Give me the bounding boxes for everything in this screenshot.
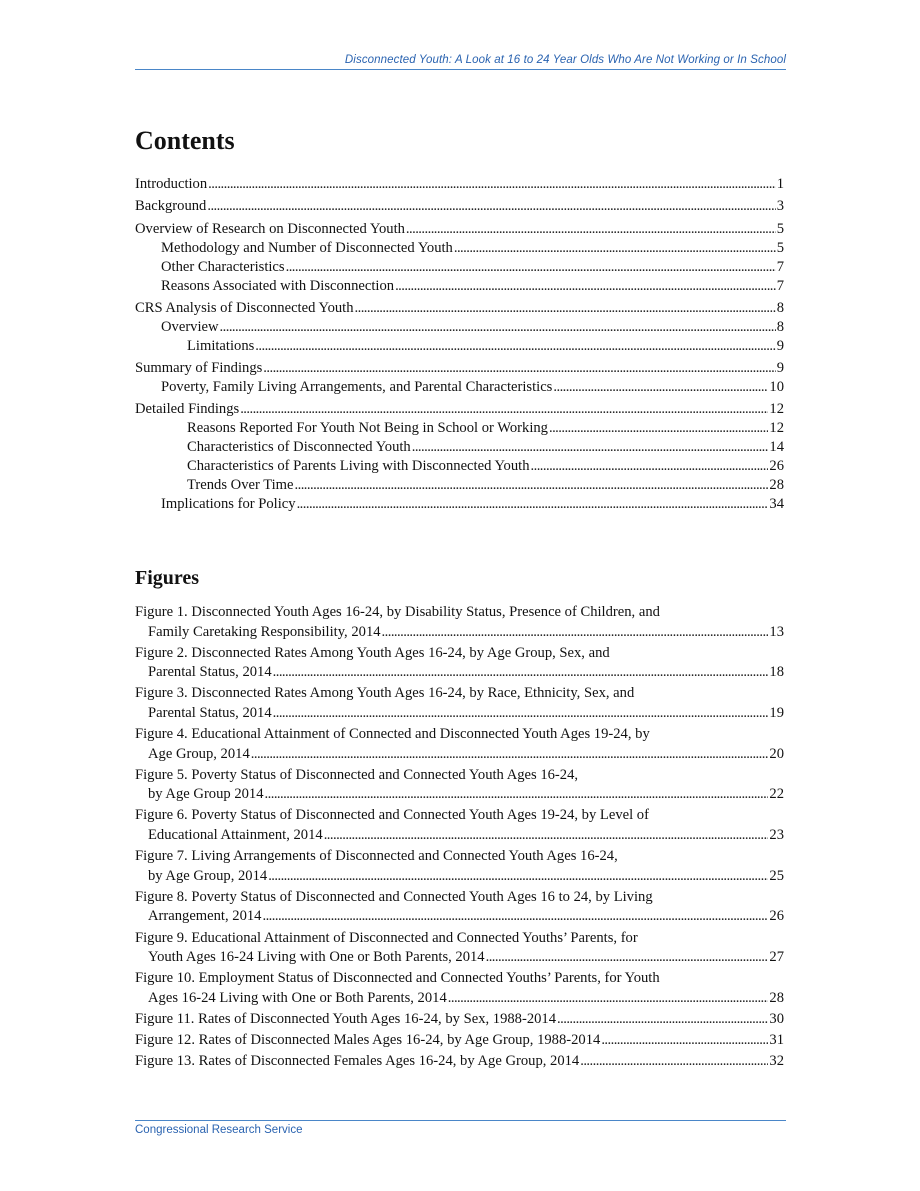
figure-entry-line-page-number: 26 (769, 908, 784, 925)
figure-entry-line[interactable] (135, 867, 784, 887)
figure-entry-title: Figure 3. Disconnected Rates Among Youth Ages 16-24, by Race, Ethnicity, Sex, and (135, 685, 635, 702)
dot-leader (208, 175, 776, 193)
dot-leader (382, 623, 769, 643)
toc-entry-page-number: 8 (776, 318, 784, 335)
figure-entry[interactable] (135, 929, 784, 968)
toc-entry[interactable] (135, 337, 784, 355)
dot-leader (553, 378, 768, 396)
toc-entry-label: Characteristics of Parents Living with Disconnected Youth (187, 458, 530, 475)
toc-entry[interactable] (135, 175, 784, 193)
dot-leader (273, 704, 769, 724)
figure-entry-title: Figure 2. Disconnected Rates Among Youth Ages 16-24, by Age Group, Sex, and (135, 644, 610, 661)
toc-entry-label: Overview of Research on Disconnected Youth (135, 220, 405, 237)
toc-entry[interactable] (135, 220, 784, 238)
toc-entry-page-number: 10 (769, 379, 784, 396)
dot-leader (486, 948, 769, 968)
figure-entry-line-label: Parental Status, 2014 (148, 704, 272, 721)
toc-entry-page-number: 7 (776, 258, 784, 275)
figure-entry-line-label: by Age Group 2014 (148, 786, 264, 803)
toc-entry-label: Background (135, 198, 207, 215)
figure-entry[interactable] (135, 1010, 784, 1030)
dot-leader (601, 1031, 768, 1051)
toc-entry-label: Methodology and Number of Disconnected Youth (161, 239, 453, 256)
contents-list (135, 175, 784, 513)
figure-entry-line-page-number: 31 (769, 1032, 784, 1049)
dot-leader (557, 1010, 768, 1030)
figure-entry-line[interactable] (135, 1031, 784, 1051)
figure-entry-line-label: Parental Status, 2014 (148, 664, 272, 681)
figure-entry[interactable] (135, 1052, 784, 1072)
figure-entry-line-label: Ages 16-24 Living with One or Both Parents, 2014 (148, 989, 447, 1006)
figure-entry-title: Figure 6. Poverty Status of Disconnected and Connected Youth Ages 19-24, by Level of (135, 807, 649, 824)
figure-entry-line[interactable] (135, 989, 784, 1009)
toc-entry-page-number: 5 (776, 220, 784, 237)
figure-entry[interactable] (135, 1031, 784, 1051)
figure-entry[interactable] (135, 644, 784, 683)
figure-entry-line-label: Educational Attainment, 2014 (148, 826, 323, 843)
contents-heading: Contents (135, 126, 235, 155)
dot-leader (220, 318, 776, 336)
figure-entry-line-page-number: 22 (769, 786, 784, 803)
figure-entry-title: Figure 8. Poverty Status of Disconnected and Connected Youth Ages 16 to 24, by Living (135, 888, 653, 905)
toc-entry-label: Overview (161, 318, 219, 335)
footer-text: Congressional Research Service (135, 1124, 303, 1136)
toc-entry-page-number: 1 (776, 176, 784, 192)
dot-leader (268, 867, 768, 887)
figure-entry[interactable] (135, 684, 784, 723)
dot-leader (412, 438, 769, 456)
header-rule (135, 69, 786, 70)
figure-entry-line-label: Arrangement, 2014 (148, 908, 262, 925)
figures-list (135, 603, 784, 1072)
toc-entry-page-number: 9 (776, 337, 784, 354)
dot-leader (263, 359, 775, 377)
dot-leader (580, 1052, 768, 1072)
toc-entry-label: Summary of Findings (135, 360, 263, 377)
figure-entry-line[interactable] (135, 826, 784, 846)
figure-entry-line[interactable] (135, 907, 784, 927)
toc-entry-label: Reasons Reported For Youth Not Being in School or Working (187, 420, 548, 437)
figure-entry-title: Figure 4. Educational Attainment of Connected and Disconnected Youth Ages 19-24, by (135, 726, 650, 743)
figure-entry-line[interactable] (135, 1052, 784, 1072)
figure-entry[interactable] (135, 969, 784, 1008)
figure-entry-line[interactable] (135, 948, 784, 968)
dot-leader (251, 745, 769, 765)
toc-entry-page-number: 12 (769, 420, 784, 437)
toc-entry[interactable] (135, 476, 784, 494)
dot-leader (265, 785, 769, 805)
dot-leader (454, 239, 776, 257)
footer-rule (135, 1120, 786, 1121)
toc-entry[interactable] (135, 400, 784, 418)
figure-entry-line-page-number: 23 (769, 826, 784, 843)
figure-entry[interactable] (135, 806, 784, 845)
dot-leader (531, 457, 769, 475)
dot-leader (297, 495, 769, 513)
toc-entry[interactable] (135, 239, 784, 257)
figure-entry-line-label: by Age Group, 2014 (148, 867, 268, 884)
figure-entry[interactable] (135, 603, 784, 642)
toc-entry-label: CRS Analysis of Disconnected Youth (135, 299, 354, 316)
figure-entry-title: Figure 9. Educational Attainment of Disconnected and Connected Youths’ Parents, for (135, 929, 638, 946)
toc-entry-label: Implications for Policy (161, 496, 296, 513)
toc-entry[interactable] (135, 495, 784, 513)
dot-leader (240, 400, 768, 418)
figure-entry-line[interactable] (135, 704, 784, 724)
dot-leader (286, 258, 776, 276)
toc-entry-label: Trends Over Time (187, 477, 294, 494)
figure-entry-line-page-number: 32 (769, 1053, 784, 1070)
figures-heading: Figures (135, 567, 200, 589)
toc-entry-page-number: 28 (769, 477, 784, 494)
toc-entry-page-number: 3 (776, 198, 784, 215)
dot-leader (549, 419, 768, 437)
figure-entry-line-page-number: 25 (769, 867, 784, 884)
dot-leader (395, 277, 776, 295)
dot-leader (324, 826, 769, 846)
figure-entry-line[interactable] (135, 785, 784, 805)
toc-entry[interactable] (135, 299, 784, 317)
figure-entry-title: Figure 7. Living Arrangements of Disconnected and Connected Youth Ages 16-24, (135, 848, 618, 865)
toc-entry[interactable] (135, 378, 784, 396)
figure-entry-title: Figure 5. Poverty Status of Disconnected and Connected Youth Ages 16-24, (135, 766, 579, 783)
figure-entry-line-page-number: 18 (769, 664, 784, 681)
figure-entry[interactable] (135, 725, 784, 764)
toc-entry-label: Reasons Associated with Disconnection (161, 277, 395, 294)
toc-entry[interactable] (135, 258, 784, 276)
toc-entry[interactable] (135, 359, 784, 377)
figure-entry-line-label: Figure 11. Rates of Disconnected Youth Ages 16-24, by Sex, 1988-2014 (135, 1010, 557, 1027)
toc-entry-page-number: 12 (769, 401, 784, 418)
toc-entry[interactable] (135, 197, 784, 215)
figure-entry-line-label: Family Caretaking Responsibility, 2014 (148, 623, 381, 640)
toc-entry-page-number: 5 (776, 239, 784, 256)
toc-entry-page-number: 7 (776, 277, 784, 294)
dot-leader (355, 299, 776, 317)
dot-leader (262, 907, 768, 927)
dot-leader (273, 663, 769, 683)
dot-leader (255, 337, 775, 355)
figure-entry-line-label: Youth Ages 16-24 Living with One or Both Parents, 2014 (148, 949, 485, 965)
figure-entry-line-label: Figure 13. Rates of Disconnected Females Ages 16-24, by Age Group, 2014 (135, 1053, 580, 1070)
toc-entry-label: Poverty, Family Living Arrangements, and Parental Characteristics (161, 379, 553, 396)
figure-entry-title: Figure 10. Employment Status of Disconnected and Connected Youths’ Parents, for Youth (135, 970, 660, 987)
figure-entry-line[interactable] (135, 623, 784, 643)
figure-entry-line[interactable] (135, 745, 784, 765)
toc-entry-label: Characteristics of Disconnected Youth (187, 439, 411, 456)
toc-entry[interactable] (135, 457, 784, 475)
dot-leader (207, 197, 775, 215)
figure-entry-line-label: Figure 12. Rates of Disconnected Males Ages 16-24, by Age Group, 1988-2014 (135, 1032, 601, 1049)
toc-entry-page-number: 9 (776, 360, 784, 377)
figure-entry[interactable] (135, 888, 784, 927)
toc-entry[interactable] (135, 438, 784, 456)
running-header: Disconnected Youth: A Look at 16 to 24 Year Olds Who Are Not Working or In School (344, 54, 786, 66)
toc-entry-label: Limitations (187, 337, 255, 354)
toc-entry-label: Detailed Findings (135, 401, 240, 418)
dot-leader (406, 220, 776, 238)
figure-entry-line-page-number: 13 (769, 623, 784, 640)
toc-entry-page-number: 34 (769, 496, 784, 513)
dot-leader (448, 989, 769, 1009)
dot-leader (295, 476, 769, 494)
toc-entry[interactable] (135, 419, 784, 437)
toc-entry[interactable] (135, 277, 784, 295)
toc-entry-page-number: 14 (769, 439, 784, 456)
figure-entry-line[interactable] (135, 663, 784, 683)
figure-entry-line-page-number: 28 (769, 989, 784, 1006)
toc-entry-page-number: 26 (769, 458, 784, 475)
figure-entry-line-page-number: 27 (769, 949, 784, 965)
figure-entry[interactable] (135, 766, 784, 805)
toc-entry-label: Other Characteristics (161, 258, 285, 275)
figure-entry[interactable] (135, 847, 784, 886)
figure-entry-line-page-number: 20 (769, 745, 784, 762)
figure-entry-title: Figure 1. Disconnected Youth Ages 16-24, by Disability Status, Presence of Children, and (135, 604, 660, 620)
figure-entry-line[interactable] (135, 1010, 784, 1030)
toc-entry[interactable] (135, 318, 784, 336)
toc-entry-label: Introduction (135, 176, 208, 192)
toc-entry-page-number: 8 (776, 299, 784, 316)
figure-entry-line-page-number: 19 (769, 704, 784, 721)
figure-entry-line-page-number: 30 (769, 1010, 784, 1027)
figure-entry-line-label: Age Group, 2014 (148, 745, 250, 762)
